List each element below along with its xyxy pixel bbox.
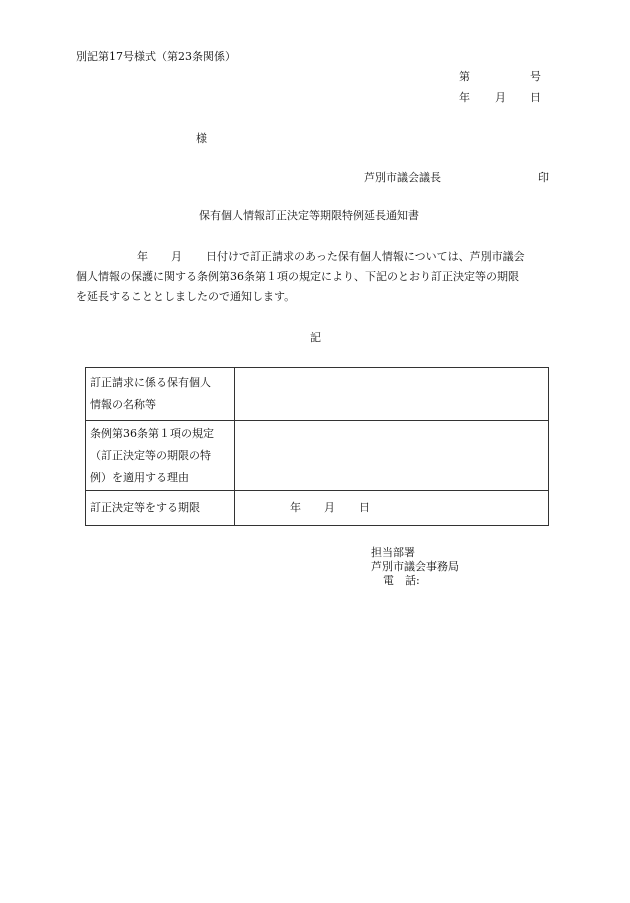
ki-heading: 記: [310, 331, 321, 344]
deadline-day: 日: [359, 501, 370, 514]
value-cell-item-name: [235, 368, 549, 421]
body-line-3: を延長することとしましたので通知します。: [76, 290, 296, 303]
deadline-month: 月: [324, 501, 335, 514]
document-number-prefix: 第: [459, 70, 470, 83]
document-number-suffix: 号: [530, 70, 541, 83]
date-month: 月: [495, 91, 506, 104]
table-row: [86, 421, 549, 491]
body-line-2: 個人情報の保護に関する条例第36条第１項の規定により、下記のとおり訂正決定等の期限: [76, 270, 519, 283]
sender-name: 芦別市議会議長: [364, 171, 441, 184]
date-year: 年: [459, 91, 470, 104]
sender-seal: 印: [538, 171, 549, 184]
label-line: 条例第36条第１項の規定: [90, 426, 214, 440]
document-title: 保有個人情報訂正決定等期限特例延長通知書: [199, 209, 419, 222]
value-cell-deadline: [235, 491, 549, 526]
row-label-deadline: [86, 491, 235, 526]
body-line-1-text: 日付けで訂正請求のあった保有個人情報については、芦別市議会: [206, 250, 525, 263]
row-label-item-name: [86, 368, 235, 421]
label-line: 例）を適用する理由: [90, 470, 189, 484]
label-line: 訂正決定等をする期限: [90, 501, 200, 514]
row-label-reason: [86, 421, 235, 491]
label-line: 訂正請求に係る保有個人: [90, 376, 211, 389]
label-line: 情報の名称等: [90, 398, 156, 411]
date-day: 日: [530, 91, 541, 104]
contact-phone-label: 電 話:: [383, 574, 420, 587]
contact-office: 芦別市議会事務局: [371, 560, 459, 573]
value-cell-reason: [235, 421, 549, 491]
detail-table: [85, 367, 549, 526]
addressee-honorific: 様: [196, 132, 207, 145]
contact-department-label: 担当部署: [371, 546, 415, 559]
deadline-year: 年: [290, 501, 301, 514]
body-date-month: 月: [171, 250, 182, 263]
label-line: （訂正決定等の期限の特: [90, 448, 211, 462]
body-date-year: 年: [137, 250, 148, 263]
form-number: 別記第17号様式（第23条関係）: [76, 50, 236, 63]
table-row: [86, 368, 549, 421]
table-row: [86, 491, 549, 526]
